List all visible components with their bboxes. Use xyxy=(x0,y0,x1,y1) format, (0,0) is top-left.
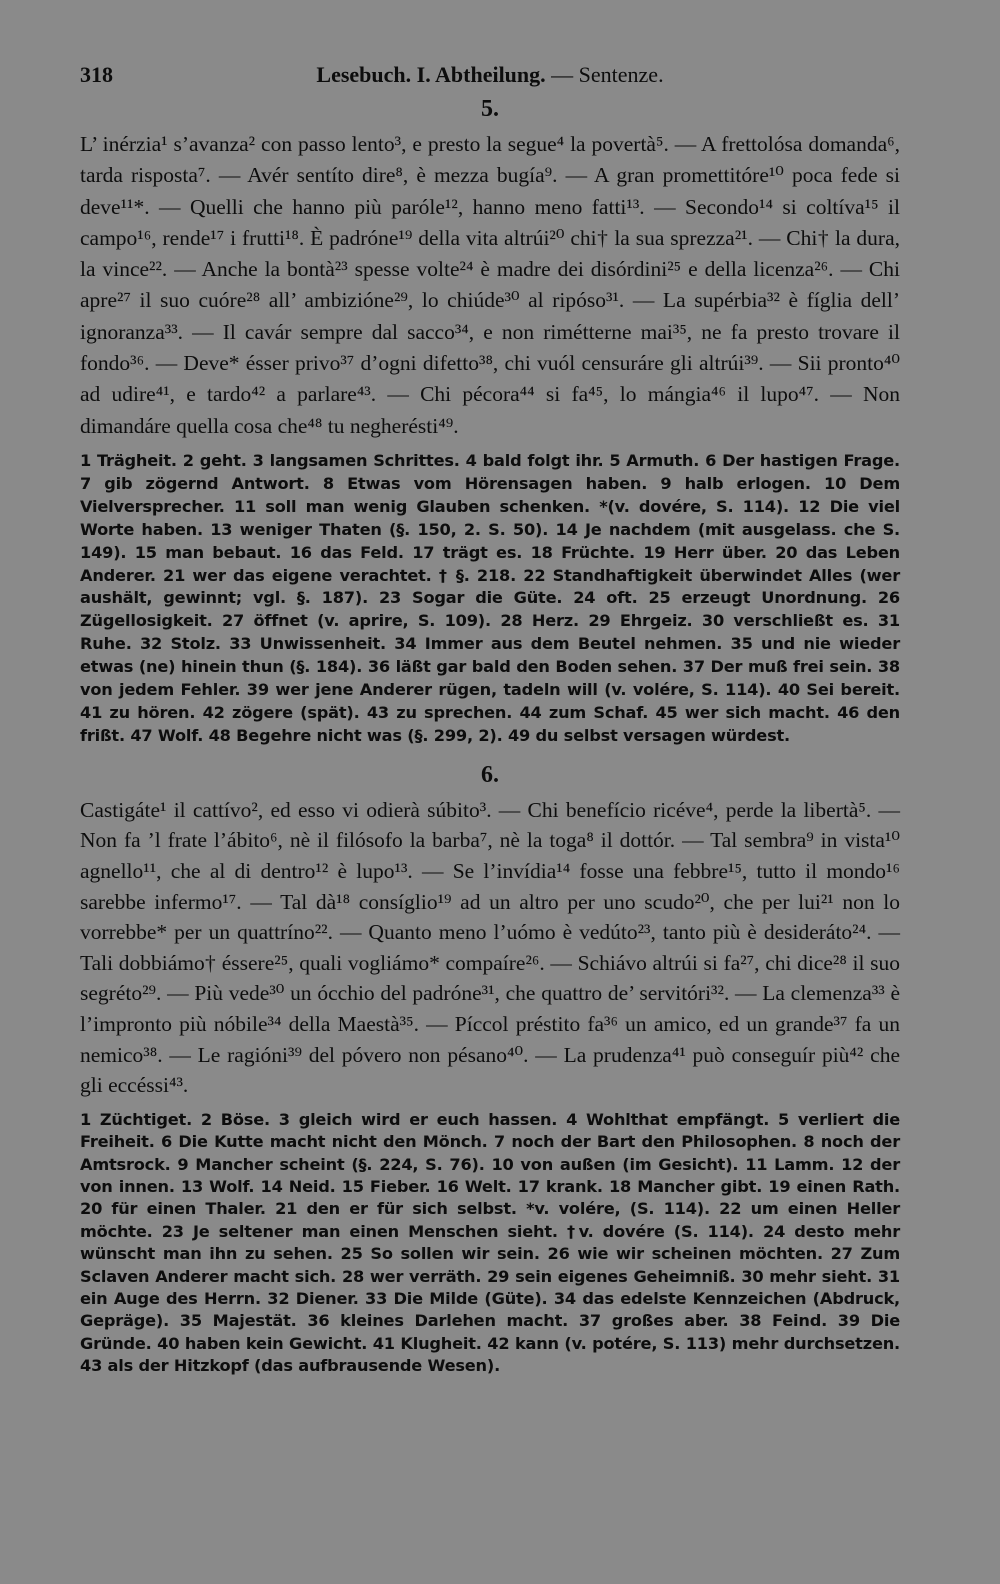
italian-sentences xyxy=(80,129,900,442)
section-number: 5. xyxy=(481,96,499,122)
footnotes-text: 1 Trägheit. 2 geht. 3 langsamen Schrittes. 4 bald folgt ihr. 5 Armuth. 6 Der hastigen Frage. 7 gib zögernd Antwort. 8 Etwas vom Hörensagen haben. 9 halb erlogen. 10 Dem Vielversprecher. 11 soll man wenig Glauben schenken. *(v. dovére, S. 114). 12 Die viel Worte haben. 13 weniger Thaten (§. 150, 2. S. 50). 14 Je nachdem (mit ausgelass. che S. 149). 15 man bebaut. 16 das Feld. 17 trägt es. 18 Früchte. 19 Herr über. 20 das Leben Anderer. 21 wer das eigene verachtet. † §. 218. 22 Standhaftigkeit überwindet Alles (wer aushält, gewinnt; vgl. §. 187). 23 Sogar die Güte. 24 oft. 25 erzeugt Unordnung. 26 Zügellosigkeit. 27 öffnet (v. aprire, S. 109). 28 Herz. 29 Ehrgeiz. 30 verschließt es. 31 Ruhe. 32 Stolz. 33 Unwissenheit. 34 Immer aus dem Beutel nehmen. 35 und nie wieder etwas (ne) hinein thun (§. 184). 36 läßt gar bald den Boden sehen. 37 Der muß frei sein. 38 von jedem Fehler. 39 wer jene Anderer rügen, tadeln will (v. volére, S. 114). 40 Sei bereit. 41 zu hören. 42 zögere (spät). 43 zu sprechen. 44 zum Schaf. 45 wer sich macht. 46 den frißt. 47 Wolf. 48 Begehre nicht was (§. 299, 2). 49 du selbst versagen würdest. xyxy=(80,450,900,745)
running-header xyxy=(80,62,900,96)
section-5 xyxy=(80,96,900,748)
header-dash: — xyxy=(551,62,574,87)
section-title: Sentenze. xyxy=(578,62,664,87)
section-number: 6. xyxy=(481,761,499,788)
sentences-text: Castigáte¹ il cattívo², ed esso vi odierà súbito³. — Chi benefício ricéve⁴, perde la libertà⁵. — Non fa ’l frate l’ábito⁶, nè il filósofo la barba⁷, nè la toga⁸ il dottór. — Tal sembra⁹ in vista¹⁰ agnello¹¹, che al di dentro¹² è lupo¹³. — Se l’invídia¹⁴ fosse una febbre¹⁵, tutto il mondo¹⁶ sarebbe infermo¹⁷. — Tal dà¹⁸ consíglio¹⁹ ad un altro per uno scudo²⁰, che per lui²¹ non lo vorrebbe* per un quattríno²². — Quanto meno l’uómo è vedúto²³, tanto più è desideráto²⁴. — Tali dobbiámo† éssere²⁵, quali vogliámo* compaíre²⁶. — Schiávo altrúi si fa²⁷, chi dice²⁸ il suo segréto²⁹. — Più vede³⁰ un ócchio del padróne³¹, che quattro de’ servitóri³². — La clemenza³³ è l’impronto più nóbile³⁴ della Maestà³⁵. — Píccol préstito fa³⁶ un amico, ed un grande³⁷ fa un nemico³⁸. — Le ragióni³⁹ del póvero non pésano⁴⁰. — La prudenza⁴¹ può conseguír più⁴² che gli eccéssi⁴³. xyxy=(80,797,900,1098)
sentences-text: L’ inérzia¹ s’avanza² con passo lento³, e presto la segue⁴ la povertà⁵. — A frettolósa domanda⁶, tarda risposta⁷. — Avér sentíto dire⁸, è mezza bugía⁹. — A gran promettitóre¹⁰ poca fede si deve¹¹*. — Quelli che hanno più paróle¹², hanno meno fatti¹³. — Secondo¹⁴ si coltíva¹⁵ il campo¹⁶, rende¹⁷ i frutti¹⁸. È padróne¹⁹ della vita altrúi²⁰ chi† la sua sprezza²¹. — Chi† la dura, la vince²². — Anche la bontà²³ spesse volte²⁴ è madre dei disórdini²⁵ e della licenza²⁶. — Chi apre²⁷ il suo cuóre²⁸ all’ ambizióne²⁹, lo chiúde³⁰ al ripóso³¹. — La supérbia³² è fíglia dell’ ignoranza³³. — Il cavár sempre dal sacco³⁴, e non rimétterne mai³⁵, ne fa presto trovare il fondo³⁶. — Deve* ésser privo³⁷ d’ogni difetto³⁸, chi vuól censuráre gli altrúi³⁹. — Sii pronto⁴⁰ ad udire⁴¹, e tardo⁴² a parlare⁴³. — Chi pécora⁴⁴ si fa⁴⁵, lo mángia⁴⁶ il lupo⁴⁷. — Non dimandáre quella cosa che⁴⁸ tu negherésti⁴⁹. xyxy=(80,132,900,438)
book-title: Lesebuch. I. Abtheilung. xyxy=(316,62,546,87)
footnotes-text: 1 Züchtiget. 2 Böse. 3 gleich wird er euch hassen. 4 Wohlthat empfängt. 5 verliert die Freiheit. 6 Die Kutte macht nicht den Mönch. 7 noch der Bart den Philosophen. 8 noch der Amtsrock. 9 Mancher scheint (§. 224, S. 76). 10 von außen (im Gesicht). 11 Lamm. 12 der von innen. 13 Wolf. 14 Neid. 15 Fieber. 16 Welt. 17 krank. 18 Mancher gibt. 19 einen Rath. 20 für einen Thaler. 21 den er für sich selbst. *v. volére, (S. 114). 22 um einen Heller möchte. 23 Je seltener man einen Menschen sieht. †v. dovére (S. 114). 24 desto mehr wünscht man ihn zu sehen. 25 So sollen wir sein. 26 wie wir scheinen möchten. 27 Zum Sclaven Anderer macht sich. 28 wer verräth. 29 sein eigenes Geheimniß. 30 mehr sieht. 31 ein Auge des Herrn. 32 Diener. 33 Die Milde (Güte). 34 das edelste Kennzeichen (Abdruck, Gepräge). 35 Majestät. 36 kleines Darlehen macht. 37 großes aber. 38 Feind. 39 Die Gründe. 40 haben kein Gewicht. 41 Klugheit. 42 kann (v. potére, S. 113) mehr durchsetzen. 43 als der Hitzkopf (das aufbrausende Wesen). xyxy=(80,1109,900,1376)
italian-sentences xyxy=(80,795,900,1101)
running-title xyxy=(150,62,900,88)
page-number: 318 xyxy=(80,62,113,87)
book-page xyxy=(80,62,900,1378)
german-footnotes xyxy=(80,1109,900,1378)
german-footnotes xyxy=(80,450,900,748)
section-6 xyxy=(80,762,900,1378)
